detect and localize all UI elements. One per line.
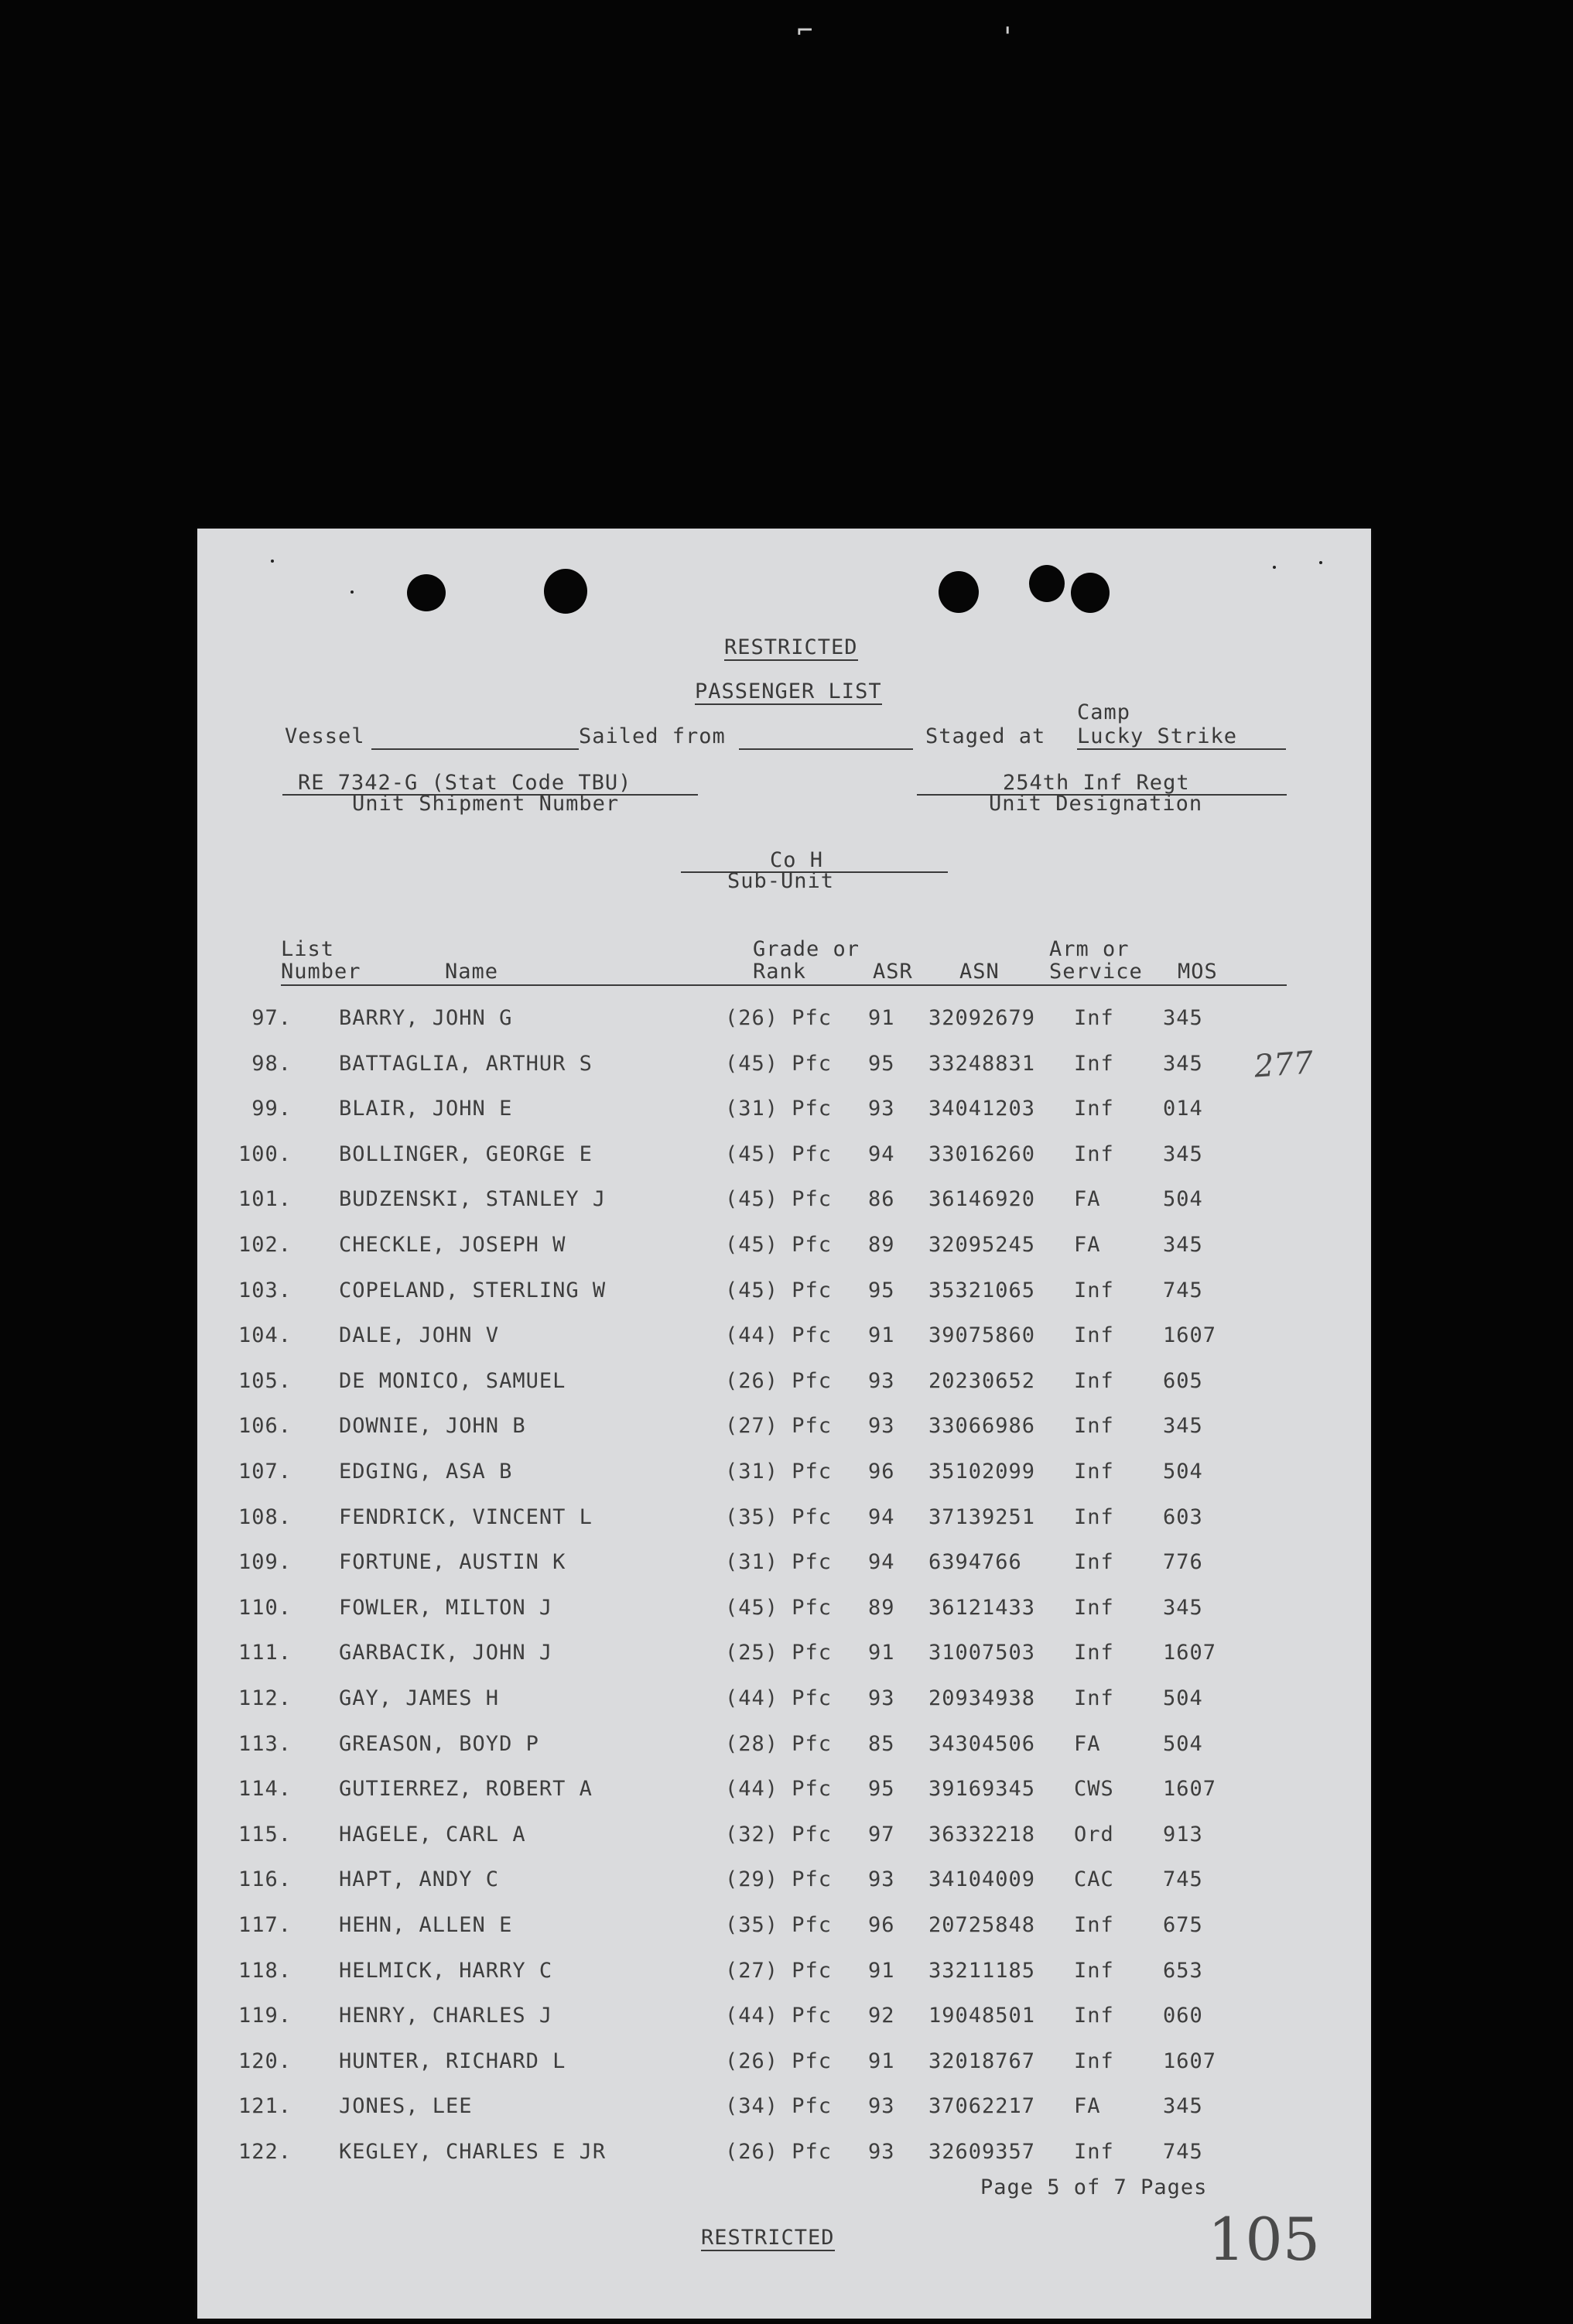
row-number: 121.	[238, 2094, 292, 2119]
row-asr: 93	[868, 2140, 895, 2164]
restricted-top: RESTRICTED	[724, 635, 858, 659]
vessel-blank	[371, 748, 579, 750]
row-mos: 504	[1163, 1187, 1203, 1212]
row-arm: CWS	[1074, 1777, 1114, 1802]
row-asn: 35321065	[928, 1278, 1036, 1302]
row-asr: 94	[868, 1504, 895, 1529]
row-grade: (44) Pfc	[725, 1777, 833, 1802]
row-name: DOWNIE, JOHN B	[339, 1414, 526, 1439]
row-arm: Inf	[1074, 1051, 1114, 1076]
speck	[1319, 561, 1322, 564]
row-asr: 91	[868, 1641, 895, 1665]
row-name: JONES, LEE	[339, 2094, 473, 2119]
row-grade: (45) Pfc	[725, 1187, 833, 1212]
row-grade: (29) Pfc	[725, 1867, 833, 1892]
row-arm: Inf	[1074, 1141, 1114, 1166]
row-grade: (44) Pfc	[725, 1323, 833, 1348]
row-mos: 1607	[1163, 1323, 1217, 1348]
row-grade: (45) Pfc	[725, 1278, 833, 1302]
table-row	[197, 2094, 1371, 2125]
punch-hole	[407, 574, 446, 611]
col-list: List	[281, 937, 335, 961]
sub-unit-caption: Sub-Unit	[727, 869, 835, 893]
row-grade: (44) Pfc	[725, 1686, 833, 1710]
row-number: 115.	[238, 1822, 292, 1847]
row-grade: (25) Pfc	[725, 1641, 833, 1665]
row-asn: 33211185	[928, 1958, 1036, 1983]
row-arm: Inf	[1074, 2004, 1114, 2028]
shipment-caption: Unit Shipment Number	[352, 792, 620, 816]
col-number: Number	[281, 960, 361, 984]
row-arm: Inf	[1074, 1097, 1114, 1121]
row-asr: 91	[868, 2048, 895, 2073]
row-mos: 504	[1163, 1731, 1203, 1756]
header-rule	[281, 984, 1287, 986]
row-arm: Inf	[1074, 1323, 1114, 1348]
row-name: COPELAND, STERLING W	[339, 1278, 607, 1302]
staged-at-line	[1077, 748, 1286, 750]
row-mos: 1607	[1163, 1777, 1217, 1802]
row-asr: 94	[868, 1141, 895, 1166]
punch-hole	[939, 571, 979, 613]
col-rank: Rank	[753, 960, 807, 984]
row-number: 99.	[251, 1097, 292, 1121]
row-name: CHECKLE, JOSEPH W	[339, 1233, 566, 1257]
row-number: 113.	[238, 1731, 292, 1756]
row-asn: 36146920	[928, 1187, 1036, 1212]
row-asn: 34041203	[928, 1097, 1036, 1121]
table-row	[197, 1233, 1371, 1264]
table-row	[197, 2004, 1371, 2035]
row-name: GARBACIK, JOHN J	[339, 1641, 553, 1665]
row-arm: Inf	[1074, 2048, 1114, 2073]
row-number: 107.	[238, 1460, 292, 1484]
col-service: Service	[1049, 960, 1143, 984]
row-asn: 36121433	[928, 1595, 1036, 1620]
row-mos: 1607	[1163, 2048, 1217, 2073]
table-row	[197, 1097, 1371, 1128]
row-number: 100.	[238, 1141, 292, 1166]
row-mos: 504	[1163, 1686, 1203, 1710]
row-asr: 95	[868, 1777, 895, 1802]
row-number: 105.	[238, 1368, 292, 1393]
table-row	[197, 1142, 1371, 1173]
row-asr: 97	[868, 1822, 895, 1847]
row-asr: 91	[868, 1958, 895, 1983]
table-row	[197, 1278, 1371, 1309]
row-asr: 93	[868, 2094, 895, 2119]
row-name: BLAIR, JOHN E	[339, 1097, 513, 1121]
row-asn: 20725848	[928, 1913, 1036, 1937]
row-number: 111.	[238, 1641, 292, 1665]
row-name: HEHN, ALLEN E	[339, 1913, 513, 1937]
row-grade: (35) Pfc	[725, 1913, 833, 1937]
table-row	[197, 1867, 1371, 1898]
row-number: 106.	[238, 1414, 292, 1439]
row-number: 116.	[238, 1867, 292, 1892]
row-mos: 603	[1163, 1504, 1203, 1529]
row-asn: 20230652	[928, 1368, 1036, 1393]
row-grade: (28) Pfc	[725, 1731, 833, 1756]
row-name: HUNTER, RICHARD L	[339, 2048, 566, 2073]
row-mos: 1607	[1163, 1641, 1217, 1665]
row-number: 112.	[238, 1686, 292, 1710]
row-asr: 93	[868, 1368, 895, 1393]
row-asn: 34304506	[928, 1731, 1036, 1756]
row-name: BATTAGLIA, ARTHUR S	[339, 1051, 593, 1076]
row-asn: 32609357	[928, 2140, 1036, 2164]
row-mos: 345	[1163, 1051, 1203, 1076]
col-asr: ASR	[873, 960, 913, 984]
row-asr: 93	[868, 1686, 895, 1710]
unit-designation: 254th Inf Regt	[1003, 771, 1190, 795]
row-arm: Inf	[1074, 1958, 1114, 1983]
row-grade: (32) Pfc	[725, 1822, 833, 1847]
table-row	[197, 1913, 1371, 1944]
row-mos: 745	[1163, 1867, 1203, 1892]
row-asn: 39075860	[928, 1323, 1036, 1348]
row-number: 103.	[238, 1278, 292, 1302]
table-row	[197, 1414, 1371, 1445]
row-arm: CAC	[1074, 1867, 1114, 1892]
row-arm: Inf	[1074, 1686, 1114, 1710]
unit-caption: Unit Designation	[989, 792, 1203, 816]
row-grade: (44) Pfc	[725, 2004, 833, 2028]
row-name: GUTIERREZ, ROBERT A	[339, 1777, 593, 1802]
row-name: FORTUNE, AUSTIN K	[339, 1550, 566, 1575]
row-asn: 34104009	[928, 1867, 1036, 1892]
row-mos: 345	[1163, 1006, 1203, 1030]
row-name: GREASON, BOYD P	[339, 1731, 539, 1756]
row-name: FENDRICK, VINCENT L	[339, 1504, 593, 1529]
row-number: 108.	[238, 1504, 292, 1529]
row-arm: Inf	[1074, 1641, 1114, 1665]
row-grade: (26) Pfc	[725, 1368, 833, 1393]
row-mos: 345	[1163, 1141, 1203, 1166]
row-mos: 653	[1163, 1958, 1203, 1983]
row-asr: 95	[868, 1051, 895, 1076]
col-name: Name	[445, 960, 499, 984]
row-arm: Inf	[1074, 1595, 1114, 1620]
row-grade: (31) Pfc	[725, 1460, 833, 1484]
row-asr: 95	[868, 1278, 895, 1302]
row-name: DE MONICO, SAMUEL	[339, 1368, 566, 1393]
col-asn: ASN	[959, 960, 1000, 984]
row-mos: 345	[1163, 2094, 1203, 2119]
row-asn: 31007503	[928, 1641, 1036, 1665]
row-arm: Inf	[1074, 1414, 1114, 1439]
row-number: 97.	[251, 1006, 292, 1030]
table-row	[197, 1823, 1371, 1853]
row-arm: FA	[1074, 2094, 1101, 2119]
row-asn: 33248831	[928, 1051, 1036, 1076]
camp-label: Camp	[1077, 700, 1131, 724]
row-asn: 35102099	[928, 1460, 1036, 1484]
table-row	[197, 1641, 1371, 1672]
row-mos: 605	[1163, 1368, 1203, 1393]
row-mos: 504	[1163, 1460, 1203, 1484]
punch-hole	[1029, 565, 1065, 602]
row-mos: 345	[1163, 1233, 1203, 1257]
row-arm: Inf	[1074, 1368, 1114, 1393]
row-mos: 060	[1163, 2004, 1203, 2028]
row-grade: (34) Pfc	[725, 2094, 833, 2119]
row-grade: (31) Pfc	[725, 1097, 833, 1121]
row-arm: Inf	[1074, 1278, 1114, 1302]
row-asr: 94	[868, 1550, 895, 1575]
row-mos: 913	[1163, 1822, 1203, 1847]
table-row	[197, 1323, 1371, 1354]
row-asn: 39169345	[928, 1777, 1036, 1802]
row-asn: 33066986	[928, 1414, 1036, 1439]
sailed-from-blank	[739, 748, 913, 750]
row-number: 104.	[238, 1323, 292, 1348]
row-name: KEGLEY, CHARLES E JR	[339, 2140, 607, 2164]
row-grade: (31) Pfc	[725, 1550, 833, 1575]
row-asr: 91	[868, 1006, 895, 1030]
row-name: HAPT, ANDY C	[339, 1867, 500, 1892]
punch-hole	[1071, 573, 1110, 613]
table-row	[197, 1369, 1371, 1400]
row-number: 98.	[251, 1051, 292, 1076]
row-arm: FA	[1074, 1731, 1101, 1756]
row-number: 114.	[238, 1777, 292, 1802]
restricted-bottom: RESTRICTED	[701, 2226, 835, 2250]
row-name: HENRY, CHARLES J	[339, 2004, 553, 2028]
table-row	[197, 1505, 1371, 1536]
table-row	[197, 2049, 1371, 2080]
vessel-label: Vessel	[285, 724, 365, 748]
row-mos: 014	[1163, 1097, 1203, 1121]
row-name: DALE, JOHN V	[339, 1323, 500, 1348]
shipment-number: RE 7342-G (Stat Code TBU)	[298, 771, 632, 795]
table-row	[197, 1777, 1371, 1808]
row-arm: Inf	[1074, 1913, 1114, 1937]
row-number: 102.	[238, 1233, 292, 1257]
row-grade: (27) Pfc	[725, 1958, 833, 1983]
row-mos: 675	[1163, 1913, 1203, 1937]
table-row	[197, 2140, 1371, 2171]
row-arm: FA	[1074, 1233, 1101, 1257]
row-asn: 36332218	[928, 1822, 1036, 1847]
row-name: FOWLER, MILTON J	[339, 1595, 553, 1620]
row-grade: (45) Pfc	[725, 1141, 833, 1166]
row-arm: Ord	[1074, 1822, 1114, 1847]
row-name: HELMICK, HARRY C	[339, 1958, 553, 1983]
row-asr: 96	[868, 1913, 895, 1937]
sailed-from-label: Sailed from	[579, 724, 726, 748]
row-name: BOLLINGER, GEORGE E	[339, 1141, 593, 1166]
row-grade: (45) Pfc	[725, 1595, 833, 1620]
table-row	[197, 1732, 1371, 1763]
row-number: 117.	[238, 1913, 292, 1937]
row-number: 110.	[238, 1595, 292, 1620]
table-row	[197, 1187, 1371, 1218]
speck	[351, 590, 354, 594]
staged-at-value: Lucky Strike	[1077, 724, 1238, 748]
row-asn: 32092679	[928, 1006, 1036, 1030]
row-number: 109.	[238, 1550, 292, 1575]
table-row	[197, 1460, 1371, 1491]
row-grade: (26) Pfc	[725, 2048, 833, 2073]
row-asr: 92	[868, 2004, 895, 2028]
punch-hole	[544, 569, 587, 614]
row-name: BUDZENSKI, STANLEY J	[339, 1187, 607, 1212]
row-asn: 32018767	[928, 2048, 1036, 2073]
table-row	[197, 1052, 1371, 1083]
page-indicator: Page 5 of 7 Pages	[980, 2175, 1208, 2199]
row-asr: 96	[868, 1460, 895, 1484]
row-grade: (45) Pfc	[725, 1051, 833, 1076]
row-asn: 6394766	[928, 1550, 1022, 1575]
row-name: GAY, JAMES H	[339, 1686, 500, 1710]
row-mos: 776	[1163, 1550, 1203, 1575]
table-row	[197, 1596, 1371, 1627]
sub-unit: Co H	[770, 848, 824, 872]
document-title: PASSENGER LIST	[695, 679, 882, 703]
row-grade: (26) Pfc	[725, 1006, 833, 1030]
row-mos: 745	[1163, 2140, 1203, 2164]
row-asr: 91	[868, 1323, 895, 1348]
row-asr: 89	[868, 1595, 895, 1620]
speck	[1273, 566, 1276, 569]
row-grade: (35) Pfc	[725, 1504, 833, 1529]
speck	[271, 560, 274, 563]
handwritten-page-number: 105	[1208, 2205, 1321, 2274]
row-asn: 32095245	[928, 1233, 1036, 1257]
row-arm: Inf	[1074, 1460, 1114, 1484]
row-name: BARRY, JOHN G	[339, 1006, 513, 1030]
row-asr: 93	[868, 1414, 895, 1439]
row-number: 118.	[238, 1958, 292, 1983]
row-arm: Inf	[1074, 1550, 1114, 1575]
row-grade: (27) Pfc	[725, 1414, 833, 1439]
film-mark-right: '	[1000, 22, 1016, 53]
row-asr: 89	[868, 1233, 895, 1257]
film-mark-left: ⌐	[797, 15, 813, 46]
row-asr: 93	[868, 1867, 895, 1892]
table-row	[197, 1006, 1371, 1037]
col-arm-or: Arm or	[1049, 937, 1130, 961]
row-asn: 20934938	[928, 1686, 1036, 1710]
row-asr: 85	[868, 1731, 895, 1756]
row-number: 120.	[238, 2048, 292, 2073]
row-name: EDGING, ASA B	[339, 1460, 513, 1484]
row-arm: Inf	[1074, 1504, 1114, 1529]
row-asn: 19048501	[928, 2004, 1036, 2028]
handwritten-margin-note: 277	[1253, 1045, 1315, 1085]
row-mos: 345	[1163, 1414, 1203, 1439]
row-asr: 93	[868, 1097, 895, 1121]
col-grade-or: Grade or	[753, 937, 860, 961]
table-row	[197, 1959, 1371, 1990]
row-asr: 86	[868, 1187, 895, 1212]
row-arm: Inf	[1074, 1006, 1114, 1030]
col-mos: MOS	[1178, 960, 1218, 984]
row-grade: (45) Pfc	[725, 1233, 833, 1257]
row-arm: Inf	[1074, 2140, 1114, 2164]
row-arm: FA	[1074, 1187, 1101, 1212]
row-mos: 745	[1163, 1278, 1203, 1302]
staged-at-label: Staged at	[925, 724, 1046, 748]
row-asn: 37062217	[928, 2094, 1036, 2119]
table-row	[197, 1550, 1371, 1581]
row-number: 119.	[238, 2004, 292, 2028]
row-number: 101.	[238, 1187, 292, 1212]
row-asn: 33016260	[928, 1141, 1036, 1166]
row-number: 122.	[238, 2140, 292, 2164]
row-grade: (26) Pfc	[725, 2140, 833, 2164]
row-mos: 345	[1163, 1595, 1203, 1620]
table-row	[197, 1686, 1371, 1717]
row-name: HAGELE, CARL A	[339, 1822, 526, 1847]
passenger-list-page	[197, 529, 1371, 2319]
row-asn: 37139251	[928, 1504, 1036, 1529]
